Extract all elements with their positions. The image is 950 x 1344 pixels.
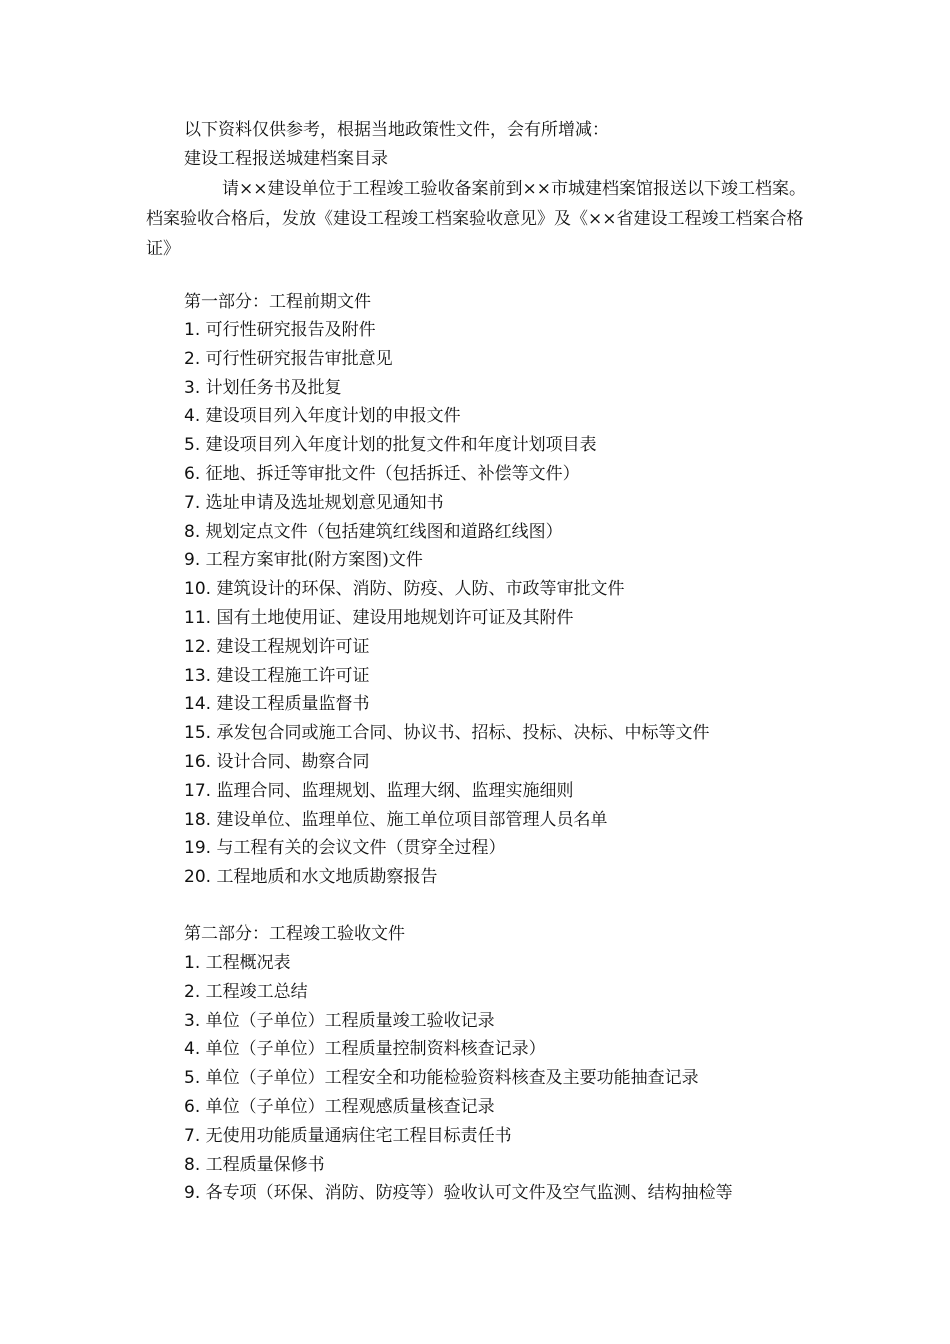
list-item xyxy=(184,1007,495,1035)
list-item xyxy=(184,1093,495,1121)
item-text: 设计合同、勘察合同 xyxy=(216,752,370,772)
item-text: 工程质量保修书 xyxy=(205,1154,325,1175)
list-item xyxy=(184,662,369,690)
item-number: 7. xyxy=(184,1125,201,1146)
item-text: 无使用功能质量通病住宅工程目标责任书 xyxy=(205,1125,512,1146)
item-number: 3. xyxy=(184,377,201,398)
item-number: 15. xyxy=(184,723,212,744)
intro-paragraph: 请××建设单位于工程竣工验收备案前到××市城建档案馆报送以下竣工档案。档案验收合格后，发放《建设工程竣工档案验收意见》及《××省建设工程竣工档案合格证》 xyxy=(146,179,806,259)
item-text: 各专项（环保、消防、防疫等）验收认可文件及空气监测、结构抽检等 xyxy=(205,1183,733,1204)
item-text: 工程方案审批(附方案图)文件 xyxy=(205,550,423,571)
item-number: 12. xyxy=(184,636,212,657)
part2-heading: 第二部分：工程竣工验收文件 xyxy=(184,924,405,944)
item-text: 建设单位、监理单位、施工单位项目部管理人员名单 xyxy=(216,809,608,830)
part1-heading: 第一部分：工程前期文件 xyxy=(184,292,371,312)
item-text: 工程概况表 xyxy=(205,953,291,973)
item-number: 2. xyxy=(184,981,201,1002)
item-number: 9. xyxy=(184,1183,201,1204)
item-number: 7. xyxy=(184,492,201,513)
list-item xyxy=(184,460,580,488)
item-number: 1. xyxy=(184,953,201,973)
item-number: 13. xyxy=(184,665,212,686)
item-number: 6. xyxy=(184,1097,201,1117)
item-number: 5. xyxy=(184,1068,201,1089)
list-item xyxy=(184,546,423,574)
list-item xyxy=(184,633,369,661)
item-text: 单位（子单位）工程质量控制资料核查记录） xyxy=(205,1039,546,1060)
item-text: 计划任务书及批复 xyxy=(205,377,342,398)
list-item xyxy=(184,719,709,747)
item-text: 建设项目列入年度计划的批复文件和年度计划项目表 xyxy=(205,435,597,456)
item-number: 5. xyxy=(184,435,201,456)
item-number: 8. xyxy=(184,521,201,542)
list-item xyxy=(184,575,624,603)
item-number: 17. xyxy=(184,780,212,801)
item-text: 建筑设计的环保、消防、防疫、人防、市政等审批文件 xyxy=(216,579,625,600)
list-item xyxy=(184,1151,325,1179)
item-text: 建设工程质量监督书 xyxy=(216,694,370,715)
item-text: 工程地质和水文地质勘察报告 xyxy=(216,867,438,888)
item-text: 选址申请及选址规划意见通知书 xyxy=(205,492,444,513)
item-text: 国有土地使用证、建设用地规划许可证及其附件 xyxy=(216,608,574,628)
list-item xyxy=(184,316,376,344)
item-text: 单位（子单位）工程观感质量核查记录 xyxy=(205,1097,495,1117)
item-text: 建设工程规划许可证 xyxy=(216,636,370,657)
item-text: 与工程有关的会议文件（贯穿全过程） xyxy=(216,838,506,859)
list-item xyxy=(184,402,461,430)
list-item xyxy=(184,690,369,718)
item-number: 2. xyxy=(184,348,201,369)
item-number: 6. xyxy=(184,464,201,484)
list-item xyxy=(184,1035,546,1063)
list-item xyxy=(184,518,563,546)
list-item xyxy=(184,374,342,402)
list-item xyxy=(184,806,607,834)
item-text: 工程竣工总结 xyxy=(205,981,308,1002)
document-title: 建设工程报送城建档案目录 xyxy=(184,149,388,169)
item-number: 9. xyxy=(184,550,201,571)
item-number: 4. xyxy=(184,406,201,427)
item-text: 可行性研究报告及附件 xyxy=(205,320,376,340)
item-text: 规划定点文件（包括建筑红线图和道路红线图） xyxy=(205,521,563,542)
list-item xyxy=(184,489,444,517)
list-item xyxy=(184,777,573,805)
item-number: 16. xyxy=(184,752,212,772)
list-item xyxy=(184,863,437,891)
list-item xyxy=(184,604,573,632)
intro-note: 以下资料仅供参考，根据当地政策性文件，会有所增减： xyxy=(184,120,609,140)
list-item xyxy=(184,1179,733,1207)
item-text: 单位（子单位）工程质量竣工验收记录 xyxy=(205,1010,495,1031)
item-text: 征地、拆迁等审批文件（包括拆迁、补偿等文件） xyxy=(205,464,580,484)
item-text: 建设项目列入年度计划的申报文件 xyxy=(205,406,461,427)
item-number: 3. xyxy=(184,1010,201,1031)
item-number: 11. xyxy=(184,608,212,628)
item-number: 8. xyxy=(184,1154,201,1175)
list-item xyxy=(184,834,505,862)
item-text: 监理合同、监理规划、监理大纲、监理实施细则 xyxy=(216,780,574,801)
item-number: 20. xyxy=(184,867,212,888)
item-number: 18. xyxy=(184,809,212,830)
item-number: 4. xyxy=(184,1039,201,1060)
item-number: 10. xyxy=(184,579,212,600)
list-item xyxy=(184,949,291,977)
item-number: 19. xyxy=(184,838,212,859)
list-item xyxy=(184,978,308,1006)
item-text: 单位（子单位）工程安全和功能检验资料核查及主要功能抽查记录 xyxy=(205,1068,699,1089)
list-item xyxy=(184,748,369,776)
list-item xyxy=(184,1064,699,1092)
list-item xyxy=(184,431,597,459)
item-text: 可行性研究报告审批意见 xyxy=(205,348,393,369)
item-number: 14. xyxy=(184,694,212,715)
item-text: 建设工程施工许可证 xyxy=(216,665,370,686)
list-item xyxy=(184,1122,512,1150)
item-text: 承发包合同或施工合同、协议书、招标、投标、决标、中标等文件 xyxy=(216,723,710,744)
list-item xyxy=(184,345,393,373)
item-number: 1. xyxy=(184,320,201,340)
